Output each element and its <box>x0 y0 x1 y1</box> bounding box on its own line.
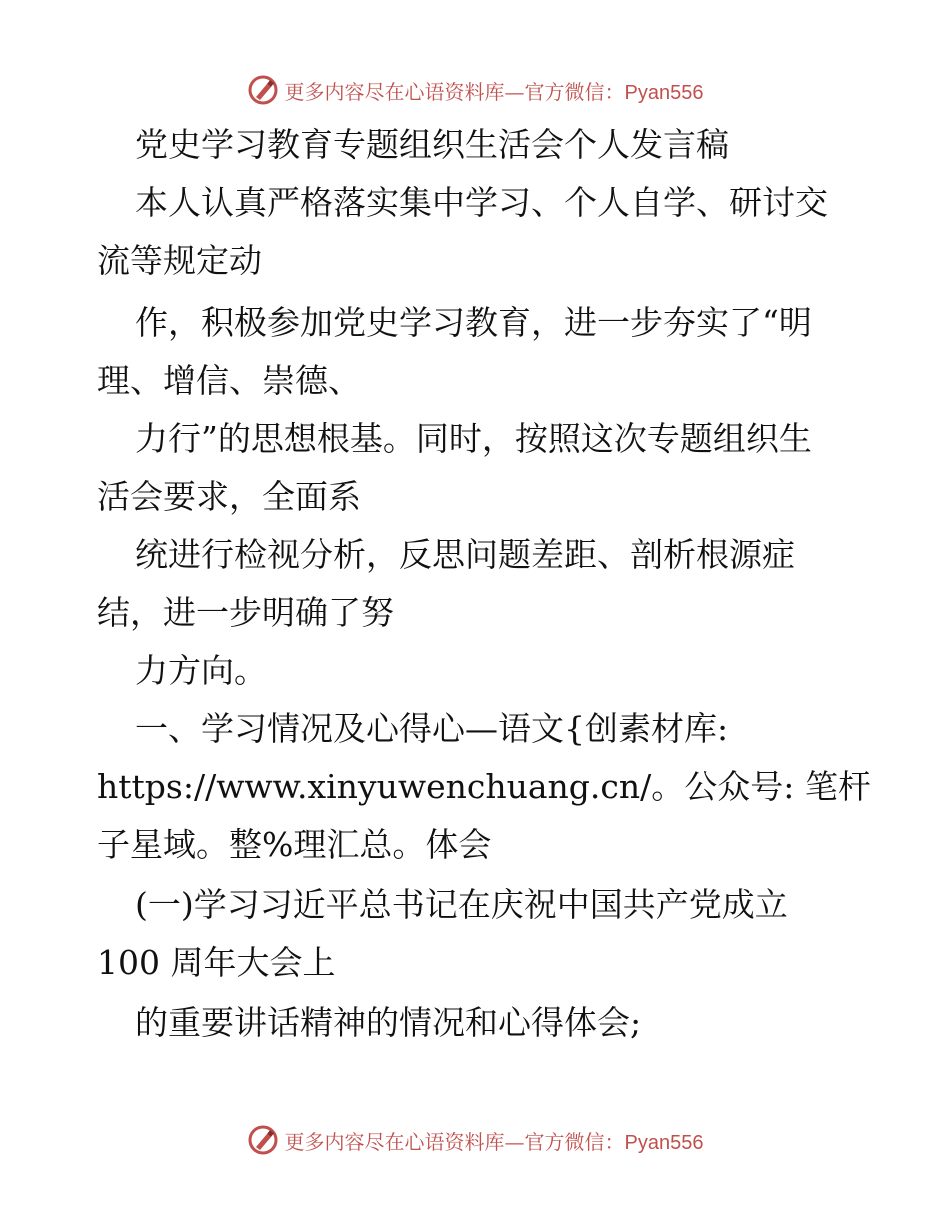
doc-line: 理、增信、崇德、 <box>97 361 361 400</box>
section-heading: 一、学习情况及心得心—语文{创素材库: <box>135 709 729 748</box>
doc-line: 力方向。 <box>135 651 267 690</box>
doc-line: 子星域。整%理汇总。体会 <box>97 825 492 864</box>
doc-line: 100 周年大会上 <box>97 943 336 982</box>
doc-line: 活会要求，全面系 <box>97 477 361 516</box>
doc-line: 流等规定动 <box>97 241 262 280</box>
banner-label: 更多内容尽在心语资料库—官方微信： <box>284 79 625 104</box>
doc-line: 本人认真严格落实集中学习、个人自学、研讨交 <box>135 183 828 222</box>
doc-line: 统进行检视分析，反思问题差距、剖析根源症 <box>135 535 795 574</box>
pen-logo-icon <box>247 74 279 106</box>
doc-line: 力行”的思想根基。同时，按照这次专题组织生 <box>135 419 812 458</box>
doc-line: 作，积极参加党史学习教育，进一步夯实了“明 <box>135 303 812 342</box>
banner-account: Pyan556 <box>624 1131 704 1154</box>
doc-line: 结，进一步明确了努 <box>97 593 394 632</box>
footer-banner <box>0 1120 950 1160</box>
pen-logo-icon <box>247 1124 279 1156</box>
doc-line: https://www.xinyuwenchuang.cn/。公众号: 笔杆 <box>97 767 871 806</box>
subsection-heading: (一)学习习近平总书记在庆祝中国共产党成立 <box>135 885 788 924</box>
doc-title: 党史学习教育专题组织生活会个人发言稿 <box>135 125 729 164</box>
banner-text <box>285 1126 704 1155</box>
banner-text <box>285 76 704 105</box>
doc-line: 的重要讲话精神的情况和心得体会; <box>135 1003 642 1042</box>
banner-account: Pyan556 <box>624 81 704 104</box>
header-banner <box>0 70 950 110</box>
banner-label: 更多内容尽在心语资料库—官方微信： <box>284 1129 625 1154</box>
